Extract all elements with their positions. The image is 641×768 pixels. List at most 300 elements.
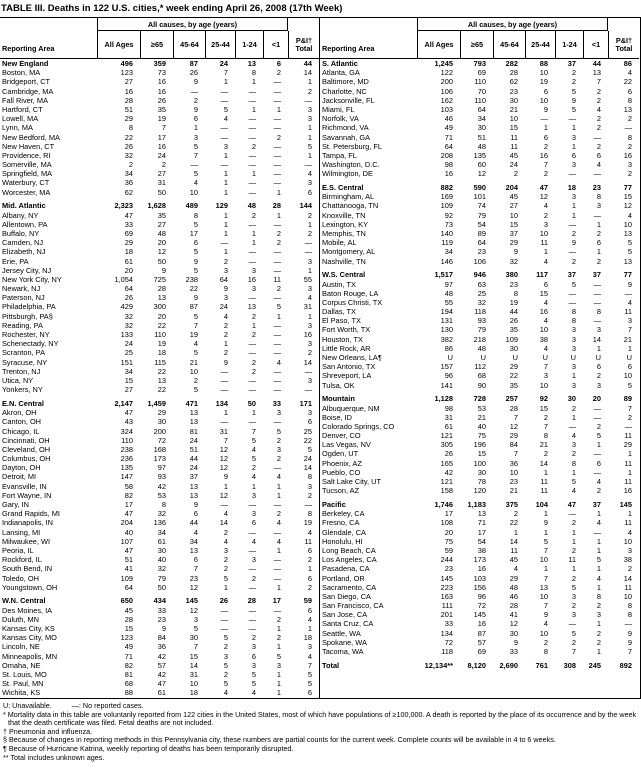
city-row [0, 96, 319, 105]
value-cell: 9 [161, 624, 166, 634]
value-cell: 236 [120, 454, 133, 464]
value-cell: 71 [477, 518, 486, 528]
city-row [320, 169, 639, 178]
reporting-area-cell: New Bedford, MA [2, 132, 60, 142]
value-cell: U [595, 353, 601, 362]
city-row [320, 638, 639, 647]
value-cell: 5 [627, 238, 632, 248]
value-cell: — [304, 366, 312, 376]
value-cell: — [568, 297, 576, 307]
value-cell: 13 [189, 417, 198, 427]
value-cell: 3 [251, 509, 256, 519]
value-cell: 12,134** [424, 660, 453, 670]
reporting-area-cell: Worcester, MA [2, 187, 51, 197]
value-cell: U [570, 353, 576, 362]
reporting-area-cell: Austin, TX [322, 279, 356, 289]
value-cell: 57 [477, 637, 486, 647]
reporting-area-cell: Sacramento, CA [322, 582, 377, 592]
value-cell: 40 [157, 555, 166, 565]
city-row [0, 509, 319, 518]
value-cell: 93 [477, 316, 486, 326]
value-cell: 123 [120, 68, 133, 78]
reporting-area-cell: Savannah, GA [322, 132, 371, 142]
value-cell: 35 [157, 210, 166, 220]
value-cell: 3 [251, 642, 256, 652]
value-cell: 3 [596, 610, 601, 620]
value-cell: 5 [193, 624, 198, 634]
value-cell: 28 [124, 614, 133, 624]
city-row [0, 284, 319, 293]
city-row [0, 688, 319, 697]
value-cell: 11 [624, 431, 632, 441]
region-row [320, 500, 639, 509]
value-cell: 22 [623, 77, 632, 87]
value-cell: 26 [509, 316, 518, 326]
value-cell: 257 [505, 394, 518, 404]
value-cell: 12 [509, 619, 518, 629]
value-cell: 13 [477, 509, 486, 519]
value-cell: 171 [299, 398, 312, 408]
value-cell: 2 [596, 95, 601, 105]
value-cell: 2 [596, 228, 601, 238]
value-cell: 129 [215, 201, 228, 211]
reporting-area-cell: Canton, OH [2, 417, 42, 427]
deaths-table [0, 17, 641, 699]
city-row [0, 114, 319, 123]
value-cell: 17 [157, 132, 166, 142]
reporting-area-cell: San Antonio, TX [322, 362, 376, 372]
column-header-row-left [0, 31, 319, 59]
value-cell: 29 [124, 114, 133, 124]
reporting-area-cell: E.N. Central [2, 398, 44, 408]
value-cell: — [593, 132, 601, 142]
value-cell: 4 [276, 518, 281, 528]
value-cell: 3 [307, 284, 312, 294]
value-cell: 37 [509, 228, 518, 238]
city-row [0, 574, 319, 583]
reporting-area-cell: Lexington, KY [322, 219, 369, 229]
value-cell: 24 [124, 339, 133, 349]
value-cell: 5 [193, 348, 198, 358]
value-cell: 194 [440, 307, 453, 317]
reporting-area-cell: Yonkers, NY [2, 385, 43, 395]
value-cell: 37 [189, 472, 198, 482]
value-cell: 15 [477, 449, 486, 459]
value-cell: 2 [627, 564, 632, 574]
value-cell: 97 [444, 279, 453, 289]
value-cell: — [248, 132, 256, 142]
value-cell: 145 [619, 500, 632, 509]
value-cell: 6 [307, 187, 312, 197]
value-cell: 9 [543, 610, 548, 620]
value-cell: 7 [513, 412, 518, 422]
value-cell: 55 [444, 297, 453, 307]
value-cell: 7 [596, 77, 601, 87]
value-cell: 201 [440, 610, 453, 620]
value-cell: 5 [223, 104, 228, 114]
city-row [0, 652, 319, 661]
reporting-area-cell: St. Petersburg, FL [322, 141, 382, 151]
value-cell: 11 [273, 274, 281, 284]
value-cell: 22 [509, 518, 518, 528]
value-cell: 22 [157, 366, 166, 376]
value-cell: 89 [623, 394, 632, 404]
value-cell: 6 [543, 86, 548, 96]
value-cell: 3 [251, 284, 256, 294]
value-cell: 6 [543, 132, 548, 142]
value-cell: 3 [223, 545, 228, 555]
reporting-area-cell: Montgomery, AL [322, 247, 376, 257]
value-cell: 3 [596, 201, 601, 211]
value-cell: — [220, 132, 228, 142]
value-cell: 4 [307, 293, 312, 303]
value-cell: 8 [627, 610, 632, 620]
col-header-lt1: <1 [583, 31, 608, 58]
city-row [0, 537, 319, 546]
value-cell: 11 [540, 486, 548, 496]
value-cell: 50 [157, 582, 166, 592]
value-cell: 30 [509, 95, 518, 105]
value-cell: — [248, 348, 256, 358]
value-cell: 20 [124, 265, 133, 275]
value-cell: 1 [276, 481, 281, 491]
value-cell: 2 [513, 169, 518, 179]
reporting-area-cell: Trenton, NJ [2, 366, 41, 376]
value-cell: 28 [157, 284, 166, 294]
value-cell: 23 [157, 614, 166, 624]
value-cell: 8 [161, 500, 166, 509]
reporting-area-cell: Norfolk, VA [322, 114, 359, 124]
value-cell: 21 [189, 357, 198, 367]
value-cell: — [248, 160, 256, 170]
value-cell: U [626, 353, 632, 362]
value-cell: 81 [189, 426, 198, 436]
value-cell: 5 [276, 302, 281, 312]
value-cell: 2 [128, 160, 133, 170]
value-cell: 2 [276, 68, 281, 78]
reporting-area-cell: Spokane, WA [322, 637, 367, 647]
value-cell: 26 [189, 68, 198, 78]
value-cell: 15 [623, 192, 632, 202]
table-body-right [320, 59, 639, 698]
value-cell: 16 [303, 330, 312, 340]
col-header-45-64: 45-64 [173, 31, 205, 58]
value-cell: 51 [124, 104, 133, 114]
region-row [0, 59, 319, 68]
value-cell: 29 [509, 362, 518, 372]
value-cell: 4 [596, 104, 601, 114]
value-cell: 11 [568, 555, 576, 565]
value-cell: 13 [623, 228, 632, 238]
value-cell: 63 [477, 279, 486, 289]
value-cell: 106 [440, 86, 453, 96]
value-cell: 14 [303, 357, 312, 367]
city-row [320, 583, 639, 592]
reporting-area-cell: Lansing, MI [2, 527, 41, 537]
value-cell: 4 [251, 536, 256, 546]
value-cell: 135 [120, 463, 133, 473]
city-row [0, 293, 319, 302]
value-cell: 81 [124, 669, 133, 679]
reporting-area-cell: Los Angeles, CA [322, 555, 377, 565]
value-cell: 5 [627, 380, 632, 390]
city-row [0, 367, 319, 376]
value-cell: 119 [441, 238, 453, 248]
value-cell: 50 [157, 187, 166, 197]
reporting-area-cell: Fall River, MA [2, 95, 48, 105]
value-cell: 2 [223, 256, 228, 266]
value-cell: 24 [219, 59, 228, 68]
group-header-spacer [0, 18, 97, 31]
value-cell: 5 [223, 573, 228, 583]
reporting-area-cell: El Paso, TX [322, 316, 361, 326]
value-cell: — [593, 527, 601, 537]
value-cell: — [273, 366, 281, 376]
value-cell: 728 [473, 394, 486, 404]
value-cell: 5 [193, 385, 198, 395]
value-cell: 1 [513, 527, 518, 537]
city-row [320, 229, 639, 238]
value-cell: 34 [444, 247, 453, 257]
value-cell: — [273, 527, 281, 537]
value-cell: 1 [571, 210, 576, 220]
value-cell: 2 [571, 545, 576, 555]
value-cell: 3 [193, 132, 198, 142]
value-cell: 2 [513, 509, 518, 519]
reporting-area-cell: Denver, CO [322, 431, 361, 441]
value-cell: 59 [444, 545, 453, 555]
reporting-area-cell: Shreveport, LA [322, 371, 372, 381]
col-header-lt1: <1 [263, 31, 288, 58]
value-cell: 87 [189, 59, 198, 68]
value-cell: 61 [124, 256, 133, 266]
value-cell: 1 [543, 247, 548, 257]
value-cell: 2 [596, 256, 601, 266]
reporting-area-cell: Memphis, TN [322, 228, 366, 238]
col-header-1-24: 1-24 [235, 31, 263, 58]
value-cell: 1 [251, 320, 256, 330]
value-cell: 72 [477, 601, 486, 611]
value-cell: 1 [276, 210, 281, 220]
value-cell: — [220, 500, 228, 509]
value-cell: 1 [276, 642, 281, 652]
value-cell: 1 [307, 265, 312, 275]
value-cell: 3 [571, 362, 576, 372]
table-title: TABLE III. Deaths in 122 U.S. cities,* week ending April 26, 2008 (17th Week) [1, 3, 343, 14]
value-cell: 1 [276, 679, 281, 689]
city-row [0, 385, 319, 394]
value-cell: 1 [223, 582, 228, 592]
city-row [0, 583, 319, 592]
region-row [0, 201, 319, 210]
value-cell: 7 [513, 449, 518, 459]
value-cell: 7 [193, 642, 198, 652]
value-cell: 28 [509, 68, 518, 78]
value-cell: — [248, 114, 256, 124]
value-cell: 14 [539, 458, 548, 468]
value-cell: — [304, 247, 312, 257]
city-row [0, 302, 319, 311]
value-cell: 5 [251, 435, 256, 445]
value-cell: 135 [473, 150, 486, 160]
value-cell: 101 [473, 192, 486, 202]
value-cell: 2 [276, 284, 281, 294]
value-cell: 30 [509, 628, 518, 638]
city-row [320, 335, 639, 344]
value-cell: 10 [189, 679, 198, 689]
value-cell: — [273, 86, 281, 96]
value-cell: — [273, 375, 281, 385]
value-cell: 793 [473, 59, 486, 68]
reporting-area-cell: Washington, D.C. [322, 160, 380, 170]
value-cell: 1 [276, 624, 281, 634]
value-cell: 4 [596, 573, 601, 583]
reporting-area-cell: Wichita, KS [2, 688, 41, 698]
reporting-area-cell: Camden, NJ [2, 238, 44, 248]
reporting-area-cell: Baltimore, MD [322, 77, 369, 87]
value-cell: 10 [539, 325, 548, 335]
value-cell: 18 [157, 348, 166, 358]
value-cell: 45 [509, 150, 518, 160]
value-cell: 28 [247, 596, 256, 606]
value-cell: 7 [193, 320, 198, 330]
value-cell: 23 [189, 573, 198, 583]
value-cell: 200 [153, 426, 166, 436]
value-cell: — [248, 247, 256, 257]
value-cell: 27 [124, 77, 133, 87]
reporting-area-cell: Nashville, TN [322, 256, 366, 266]
reporting-area-cell: Corpus Christi, TX [322, 297, 383, 307]
value-cell: 79 [477, 210, 486, 220]
value-cell: 10 [509, 210, 518, 220]
value-cell: 1 [251, 238, 256, 248]
value-cell: 34 [124, 169, 133, 179]
value-cell: 5 [223, 633, 228, 643]
value-cell: 1 [307, 150, 312, 160]
value-cell: — [273, 123, 281, 133]
value-cell: 8 [128, 123, 133, 133]
value-cell: 24 [303, 454, 312, 464]
value-cell: 74 [477, 201, 486, 211]
value-cell: 26 [124, 141, 133, 151]
value-cell: 4 [276, 472, 281, 482]
value-cell: 32 [477, 297, 486, 307]
value-cell: 34 [477, 114, 486, 124]
value-cell: 4 [307, 169, 312, 179]
footnote-double-asterisk: ** Total includes unknown ages. [3, 752, 105, 762]
city-row [320, 192, 639, 201]
value-cell: 44 [303, 59, 312, 68]
value-cell: 2 [543, 412, 548, 422]
value-cell: 7 [193, 564, 198, 574]
value-cell: 13 [157, 375, 166, 385]
value-cell: 20 [444, 527, 453, 537]
table-left-half [0, 18, 319, 698]
footnote-asterisk: * Mortality data in this table are voluntarily reported from 122 cities in the United States, most of which have populations of ≥100,000. A death is reported by the place of its occurrence and by the week that the death certificate was filed. Fetal deaths are not included. [3, 709, 639, 728]
value-cell: 31 [157, 178, 166, 188]
value-cell: 4 [251, 444, 256, 454]
value-cell: 8 [307, 509, 312, 519]
reporting-area-cell: Waterbury, CT [2, 178, 50, 188]
city-row [320, 201, 639, 210]
value-cell: 10 [623, 591, 632, 601]
city-row [0, 151, 319, 160]
value-cell: 34 [157, 527, 166, 537]
reporting-area-cell: Pacific [322, 500, 346, 509]
value-cell: 7 [251, 426, 256, 436]
value-cell: 1 [223, 228, 228, 238]
value-cell: 6 [627, 86, 632, 96]
value-cell: 11 [540, 477, 548, 487]
value-cell: 11 [510, 545, 518, 555]
value-cell: 13 [157, 293, 166, 303]
value-cell: 1 [571, 141, 576, 151]
value-cell: 64 [477, 104, 486, 114]
value-cell: 32 [124, 150, 133, 160]
city-row [320, 468, 639, 477]
value-cell: 2 [251, 330, 256, 340]
city-row [320, 247, 639, 256]
reporting-area-cell: Boise, ID [322, 412, 352, 422]
value-cell: 90 [477, 380, 486, 390]
value-cell: — [273, 500, 281, 509]
value-cell: 47 [567, 500, 576, 509]
value-cell: 73 [444, 219, 453, 229]
value-cell: — [568, 114, 576, 124]
value-cell: 5 [251, 454, 256, 464]
value-cell: 98 [444, 403, 453, 413]
city-row [320, 96, 639, 105]
value-cell: 23 [509, 477, 518, 487]
value-cell: 7 [223, 435, 228, 445]
value-cell: 1 [571, 371, 576, 381]
value-cell: 1 [223, 210, 228, 220]
value-cell: 3 [571, 334, 576, 344]
city-row [0, 606, 319, 615]
value-cell: 1 [223, 219, 228, 229]
col-header-all-ages: All Ages [417, 31, 460, 58]
value-cell: 7 [543, 160, 548, 170]
city-row [0, 178, 319, 187]
value-cell: 2 [307, 210, 312, 220]
value-cell: 223 [440, 582, 453, 592]
value-cell: 4 [596, 160, 601, 170]
value-cell: — [190, 160, 198, 170]
value-cell: 2 [223, 669, 228, 679]
value-cell: 79 [157, 573, 166, 583]
value-cell: — [568, 169, 576, 179]
value-cell: 37 [592, 500, 601, 509]
value-cell: 2 [596, 141, 601, 151]
city-row [0, 77, 319, 86]
value-cell: — [273, 417, 281, 427]
city-row [0, 105, 319, 114]
value-cell: 4 [193, 339, 198, 349]
value-cell: 1 [627, 467, 632, 477]
value-cell: — [273, 605, 281, 615]
value-cell: — [248, 605, 256, 615]
value-cell: 590 [473, 183, 486, 193]
reporting-area-cell: Fort Worth, TX [322, 325, 371, 335]
reporting-area-cell: Hartford, CT [2, 104, 43, 114]
value-cell: 1,245 [434, 59, 453, 68]
value-cell: — [273, 160, 281, 170]
value-cell: 78 [477, 477, 486, 487]
col-header-45-64: 45-64 [493, 31, 525, 58]
value-cell: 1,459 [147, 398, 166, 408]
value-cell: 35 [509, 380, 518, 390]
value-cell: 110 [121, 435, 133, 445]
